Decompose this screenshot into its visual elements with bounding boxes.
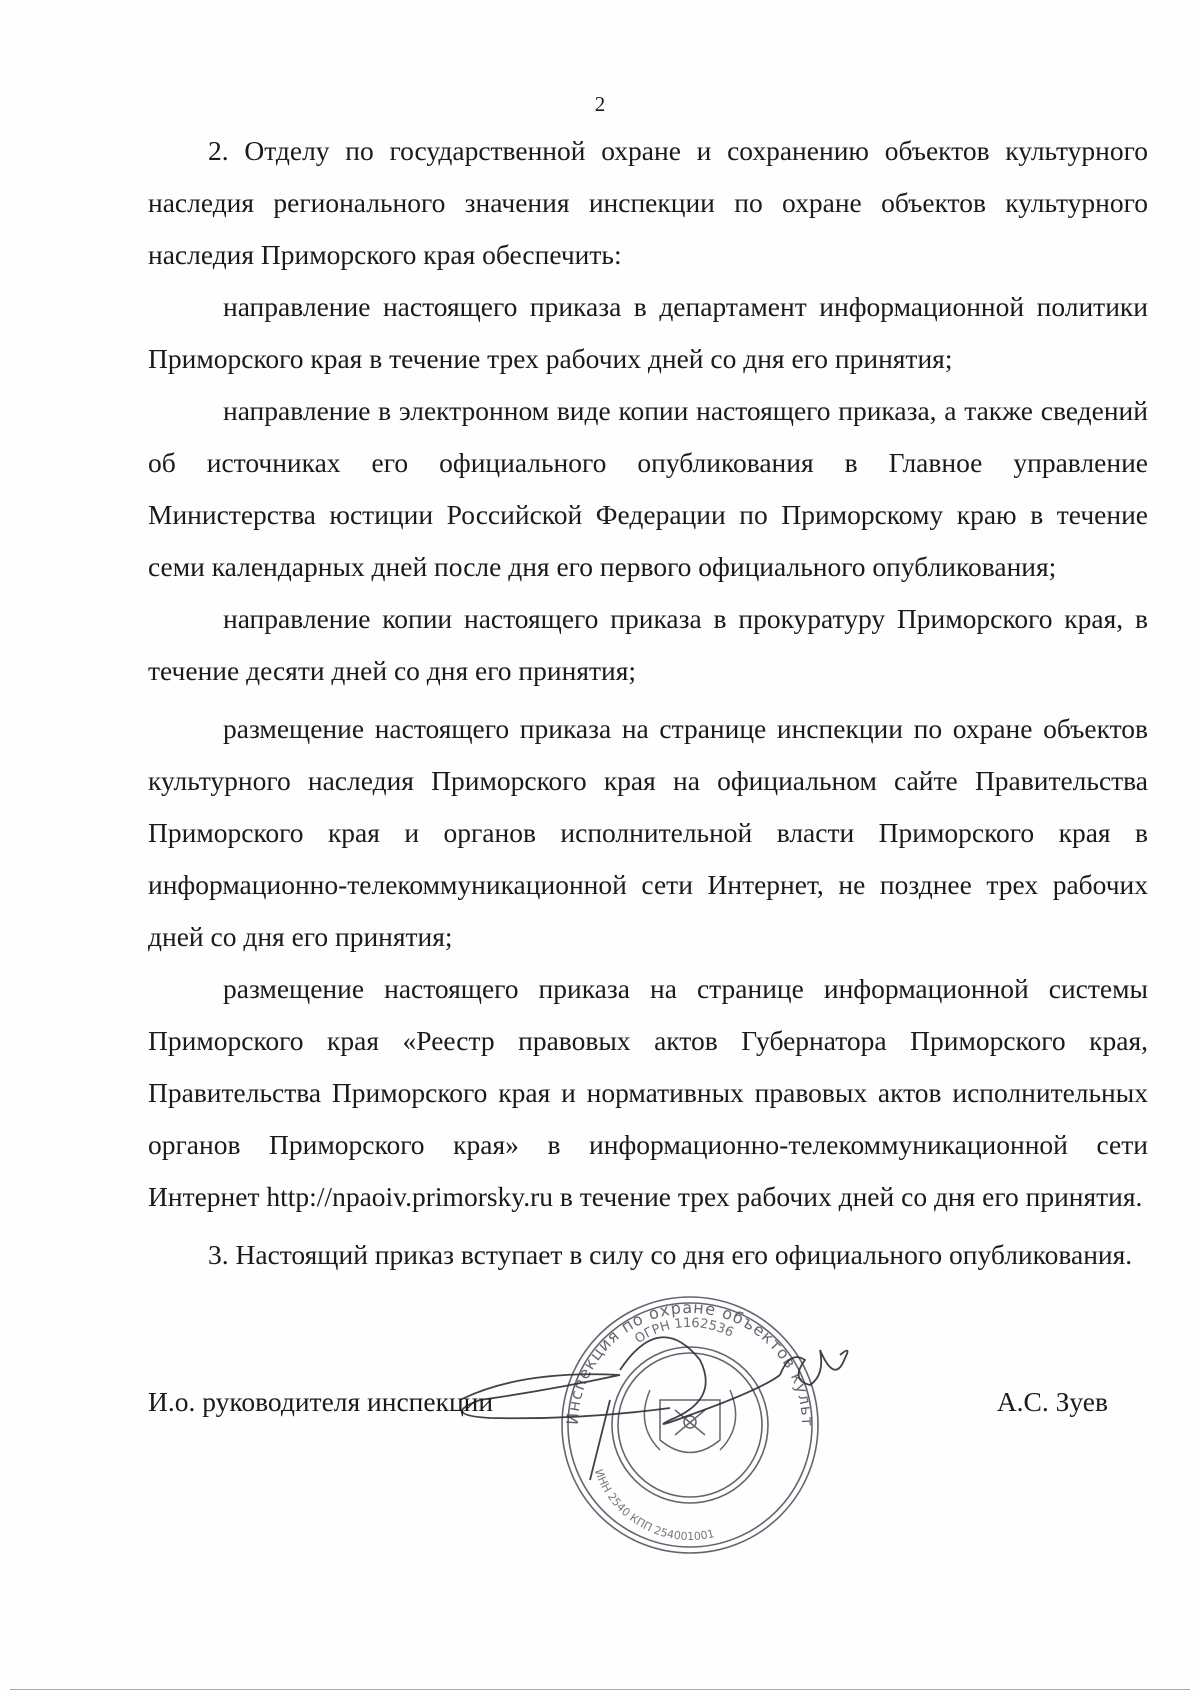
page-bottom-edge	[10, 1689, 1190, 1690]
official-seal	[460, 1250, 920, 1650]
page-number: 2	[594, 92, 606, 116]
document-body	[148, 125, 1148, 1281]
signer-name: А.С. Зуев	[996, 1386, 1108, 1417]
paragraph-subitem-1: направление настоящего приказа в департамент информационной политики Приморского края в течение трех рабочих дней со дня его принятия;	[148, 291, 1148, 374]
stamp-ogrn: ОГРН 1162536	[632, 1315, 736, 1348]
paragraph-subitem-5: размещение настоящего приказа на странице информационной системы Приморского края «Реестр правовых актов Губернатора Приморского края, Правительства Приморского края и нормативных правовых актов исполнительных органов Приморского края» в информационно-телекоммуникационной сети Интернет http://npaoiv.primorsky.ru в течение трех рабочих дней со дня его принятия.	[148, 973, 1148, 1212]
stamp-inn-kpp: ИНН 2540 КПП 254001001	[591, 1467, 716, 1544]
svg-text:ИНН 2540 КПП 254001001	[592, 1467, 716, 1543]
signer-position: И.о. руководителя инспекции	[148, 1386, 494, 1417]
paragraph-subitem-4: размещение настоящего приказа на странице инспекции по охране объектов культурного наследия Приморского края на официальном сайте Правительства Приморского края и органов исполнительной власти Приморского края в информационно-телекоммуникационной сети Интернет, не позднее трех рабочих дней со дня его принятия;	[148, 713, 1148, 952]
paragraph-subitem-3: направление копии настоящего приказа в прокуратуру Приморского края, в течение десяти дней со дня его принятия;	[148, 603, 1148, 686]
paragraph-item-3: 3. Настоящий приказ вступает в силу со дня его официального опубликования.	[208, 1239, 1133, 1270]
paragraph-item-2: 2. Отделу по государственной охране и сохранению объектов культурного наследия регионального значения инспекции по охране объектов культурного наследия Приморского края обеспечить:	[148, 135, 1148, 270]
stamp-outer-text: Инспекция по охране объектов культ	[562, 1297, 818, 1428]
paragraph-subitem-2: направление в электронном виде копии настоящего приказа, а также сведений об источниках его официального опубликования в Главное управление Министерства юстиции Российской Федерации по Приморскому краю в течение семи календарных дней после дня его первого официального опубликования;	[148, 395, 1148, 582]
emblem-icon	[644, 1390, 735, 1453]
